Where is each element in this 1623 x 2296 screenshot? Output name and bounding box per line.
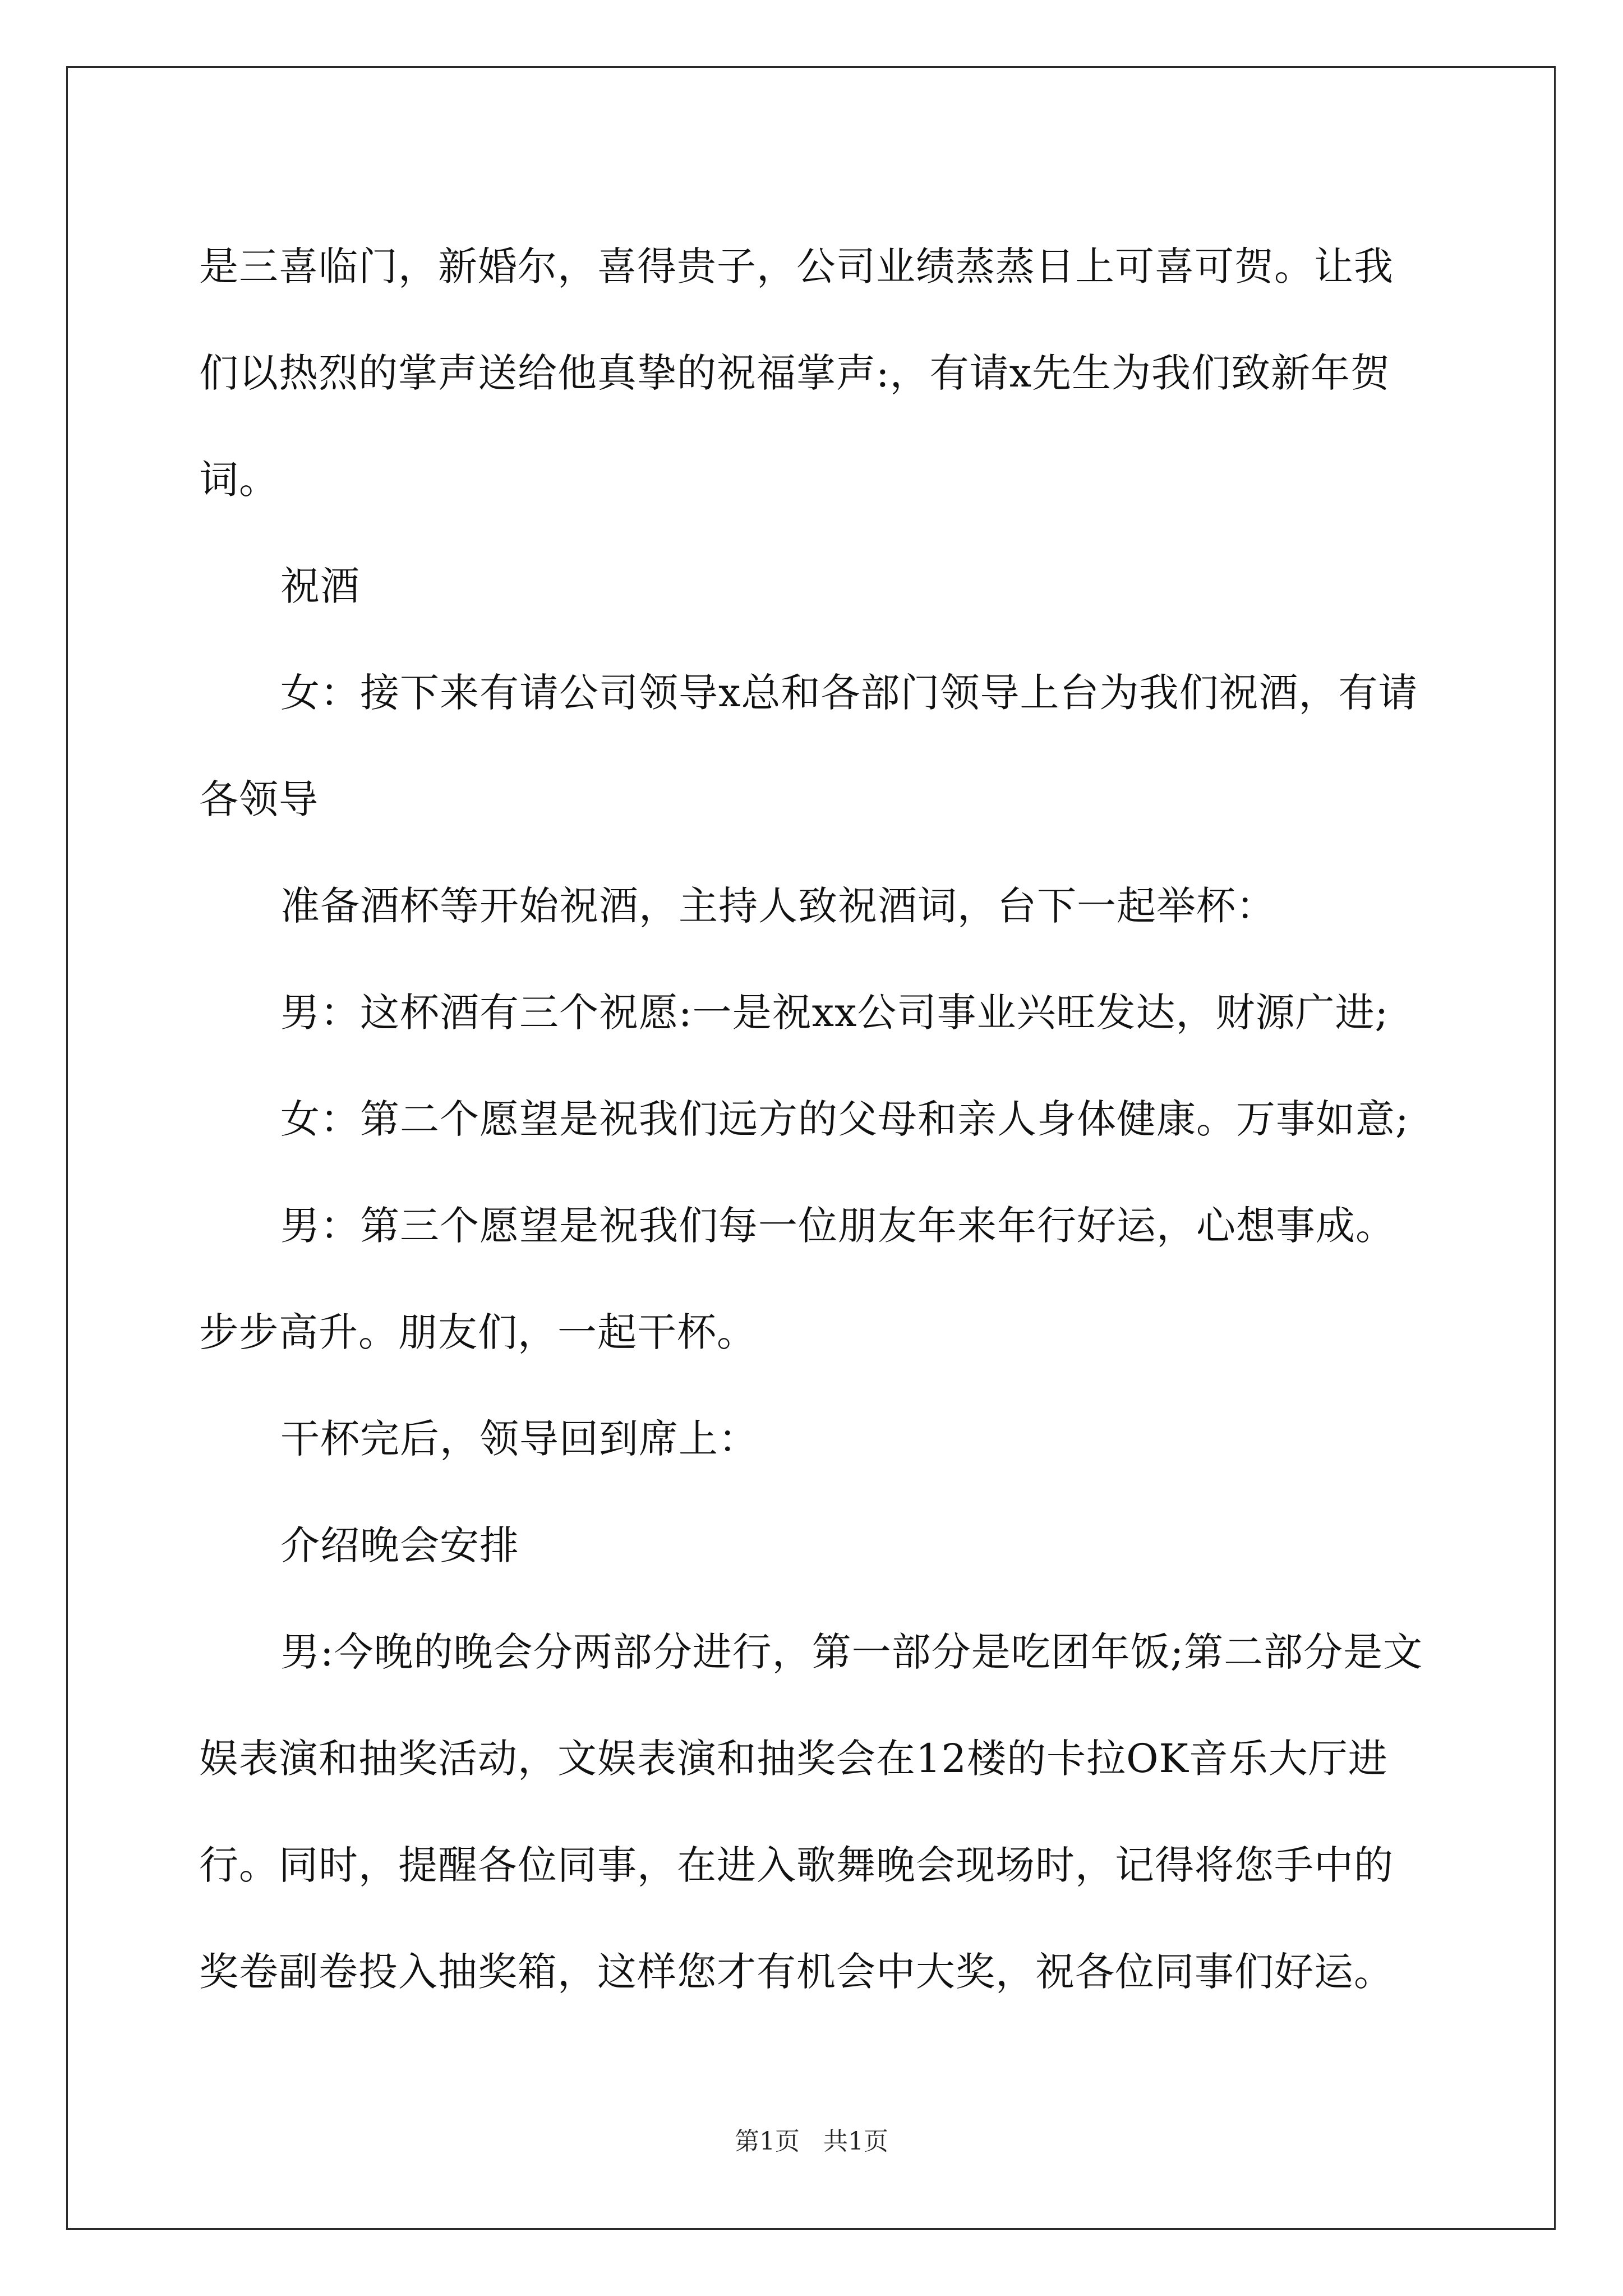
paragraph: 女：第二个愿望是祝我们远方的父母和亲人身体健康。万事如意;: [280, 1096, 1409, 1142]
paragraph: 男:今晚的晚会分两部分进行，第一部分是吃团年饭;第二部分是文娱表演和抽奖活动，文娱表演和抽奖会在12楼的卡拉OK音乐大厅进行。同时，提醒各位同事，在进入歌舞晚会现场时，记得将您手中的奖卷副卷投入抽奖箱，这样您才有机会中大奖，祝各位同事们好运。: [199, 1629, 1423, 1995]
section-heading-toast: 祝酒: [280, 563, 360, 609]
page-number-current: 第1页: [735, 2127, 800, 2156]
paragraph: 是三喜临门，新婚尔，喜得贵子，公司业绩蒸蒸日上可喜可贺。让我们以热烈的掌声送给他真挚的祝福掌声:，有请x先生为我们致新年贺词。: [199, 243, 1394, 503]
paragraph: 男：这杯酒有三个祝愿:一是祝xx公司事业兴旺发达，财源广进;: [280, 990, 1389, 1036]
paragraph: 女：接下来有请公司领导x总和各部门领导上台为我们祝酒，有请各领导: [199, 670, 1418, 822]
document-body: [199, 213, 1433, 2025]
paragraph: 干杯完后，领导回到席上：: [280, 1416, 758, 1462]
paragraph: 准备酒杯等开始祝酒，主持人致祝酒词，台下一起举杯：: [280, 883, 1276, 929]
paragraph: 男：第三个愿望是祝我们每一位朋友年来年行好运，心想事成。步步高升。朋友们，一起干杯。: [199, 1203, 1395, 1355]
page-number-total: 共1页: [823, 2127, 888, 2156]
page-footer: [0, 2125, 1623, 2159]
section-heading-program: 介绍晚会安排: [280, 1522, 519, 1568]
